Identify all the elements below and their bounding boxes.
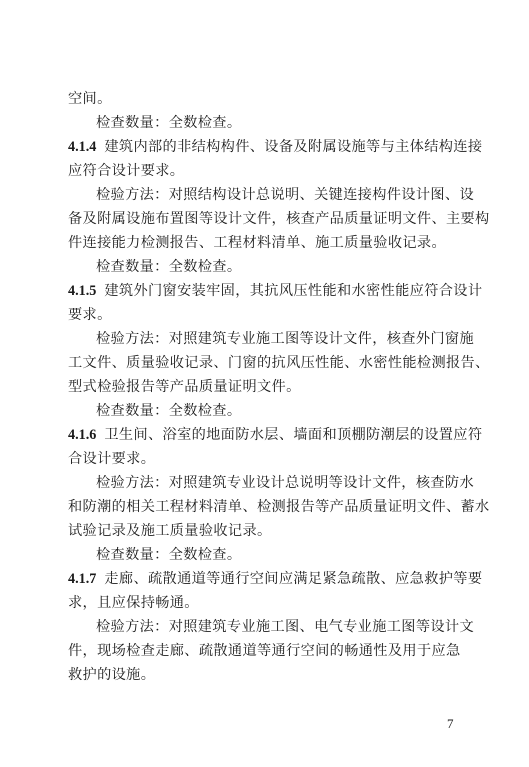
text-line: 件，现场检查走廊、疏散通道等通行空间的畅通性及用于应急 bbox=[68, 643, 461, 659]
text-line: 求，且应保持畅通。 bbox=[68, 595, 199, 611]
text-line: 工文件、质量验收记录、门窗的抗风压性能、水密性能检测报告、 bbox=[68, 355, 490, 371]
check-quantity-line: 检查数量：全数检查。 bbox=[96, 547, 242, 563]
text-line: 和防潮的相关工程材料清单、检测报告等产品质量证明文件、蓄水 bbox=[68, 499, 490, 515]
text-line: 型式检验报告等产品质量证明文件。 bbox=[68, 379, 301, 395]
text-line: 件连接能力检测报告、工程材料清单、施工质量验收记录。 bbox=[68, 235, 446, 251]
text-line: 合设计要求。 bbox=[68, 451, 156, 467]
inspection-method-line: 检验方法：对照结构设计总说明、关键连接构件设计图、设 bbox=[96, 187, 474, 203]
clause-number: 4.1.6 bbox=[68, 427, 97, 443]
text-line: 空间。 bbox=[68, 91, 112, 107]
text-line: 救护的设施。 bbox=[68, 667, 156, 683]
clause-number: 4.1.7 bbox=[68, 571, 97, 587]
clause-4-1-7: 4.1.7 走廊、疏散通道等通行空间应满足紧急疏散、应急救护等要 bbox=[68, 571, 483, 587]
clause-number: 4.1.4 bbox=[68, 139, 97, 155]
clause-4-1-6: 4.1.6 卫生间、浴室的地面防水层、墙面和顶棚防潮层的设置应符 bbox=[68, 427, 483, 443]
inspection-method-line: 检验方法：对照建筑专业施工图等设计文件，核查外门窗施 bbox=[96, 331, 474, 347]
inspection-method-line: 检验方法：对照建筑专业施工图、电气专业施工图等设计文 bbox=[96, 619, 474, 635]
text-line: 要求。 bbox=[68, 307, 112, 323]
clause-number: 4.1.5 bbox=[68, 283, 97, 299]
text-line: 备及附属设施布置图等设计文件，核查产品质量证明文件、主要构 bbox=[68, 211, 490, 227]
page-number: 7 bbox=[447, 716, 454, 731]
text-line: 应符合设计要求。 bbox=[68, 163, 185, 179]
check-quantity-line: 检查数量：全数检查。 bbox=[96, 259, 242, 275]
clause-4-1-5: 4.1.5 建筑外门窗安装牢固，其抗风压性能和水密性能应符合设计 bbox=[68, 283, 483, 299]
text-line: 试验记录及施工质量验收记录。 bbox=[68, 523, 272, 539]
inspection-method-line: 检验方法：对照建筑专业设计总说明等设计文件，核查防水 bbox=[96, 475, 474, 491]
check-quantity-line: 检查数量：全数检查。 bbox=[96, 115, 242, 131]
clause-4-1-4: 4.1.4 建筑内部的非结构构件、设备及附属设施等与主体结构连接 bbox=[68, 139, 483, 155]
check-quantity-line: 检查数量：全数检查。 bbox=[96, 403, 242, 419]
